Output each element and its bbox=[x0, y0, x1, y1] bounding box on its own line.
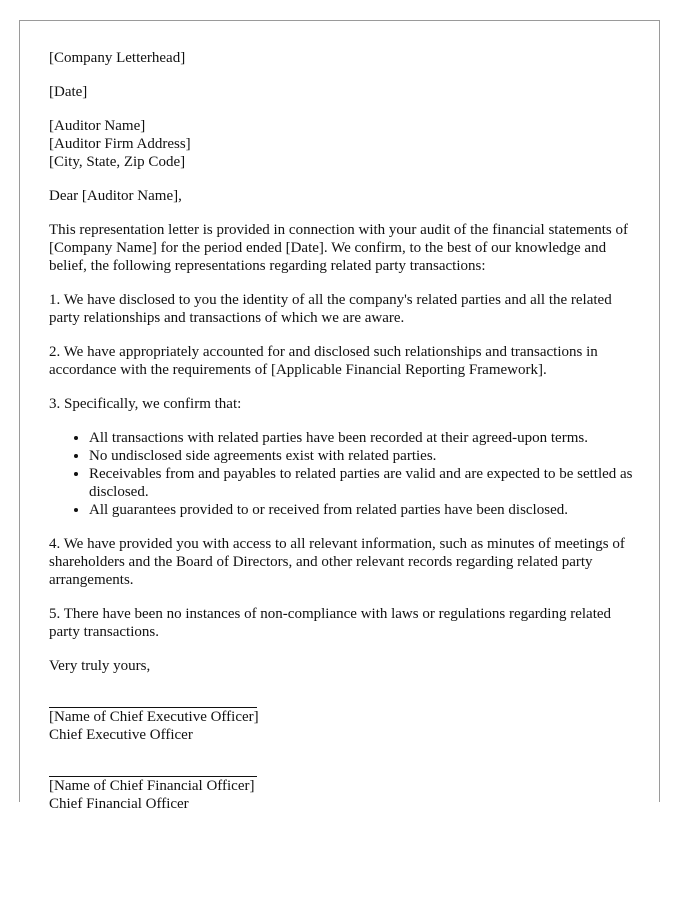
recipient-city: [City, State, Zip Code] bbox=[49, 154, 186, 170]
confirmation-bullet: • All guarantees provided to or received from related parties have been disclosed. bbox=[89, 501, 634, 519]
closing: Very truly yours, bbox=[49, 658, 151, 674]
recipient-address bbox=[49, 117, 634, 171]
recipient-name: [Auditor Name] bbox=[49, 118, 146, 134]
signatory-name: [Name of Chief Executive Officer] bbox=[49, 709, 259, 725]
representation-item: 5. There have been no instances of non-compliance with laws or regulations regarding related party transactions. bbox=[49, 606, 612, 640]
confirmation-bullet: • No undisclosed side agreements exist with related parties. bbox=[89, 447, 634, 465]
confirmation-bullet: • Receivables from and payables to related parties are valid and are expected to be settled as disclosed. bbox=[89, 465, 634, 501]
letter-date: [Date] bbox=[49, 84, 88, 100]
signature-block-ceo bbox=[49, 691, 634, 744]
representation-item: 1. We have disclosed to you the identity of all the company's related parties and all the related party relationships and transactions of which we are aware. bbox=[49, 292, 612, 326]
letter-page bbox=[19, 20, 660, 812]
representation-item: 2. We have appropriately accounted for and disclosed such relationships and transactions in accordance with the requirements of [Applicable Financial Reporting Framework]. bbox=[49, 344, 598, 378]
signatory-title: Chief Financial Officer bbox=[49, 796, 189, 812]
signature-block-cfo bbox=[49, 760, 634, 813]
representation-item: 4. We have provided you with access to all relevant information, such as minutes of meetings of shareholders and the Board of Directors, and other relevant records regarding related party arrangements. bbox=[49, 536, 625, 588]
intro-paragraph: This representation letter is provided in connection with your audit of the financial statements of [Company Name] for the period ended [Date]. We confirm, to the best of our knowledge and belief, the following representations regarding related party transactions: bbox=[49, 222, 629, 274]
signatory-title: Chief Executive Officer bbox=[49, 727, 193, 743]
salutation: Dear [Auditor Name], bbox=[49, 188, 182, 204]
signatory-name: [Name of Chief Financial Officer] bbox=[49, 778, 255, 794]
representation-item: 3. Specifically, we confirm that: bbox=[49, 396, 242, 412]
letterhead: [Company Letterhead] bbox=[49, 50, 186, 66]
confirmation-list bbox=[49, 429, 634, 519]
letter-body bbox=[49, 49, 634, 829]
confirmation-bullet: • All transactions with related parties have been recorded at their agreed-upon terms. bbox=[89, 429, 634, 447]
recipient-firm: [Auditor Firm Address] bbox=[49, 136, 191, 152]
